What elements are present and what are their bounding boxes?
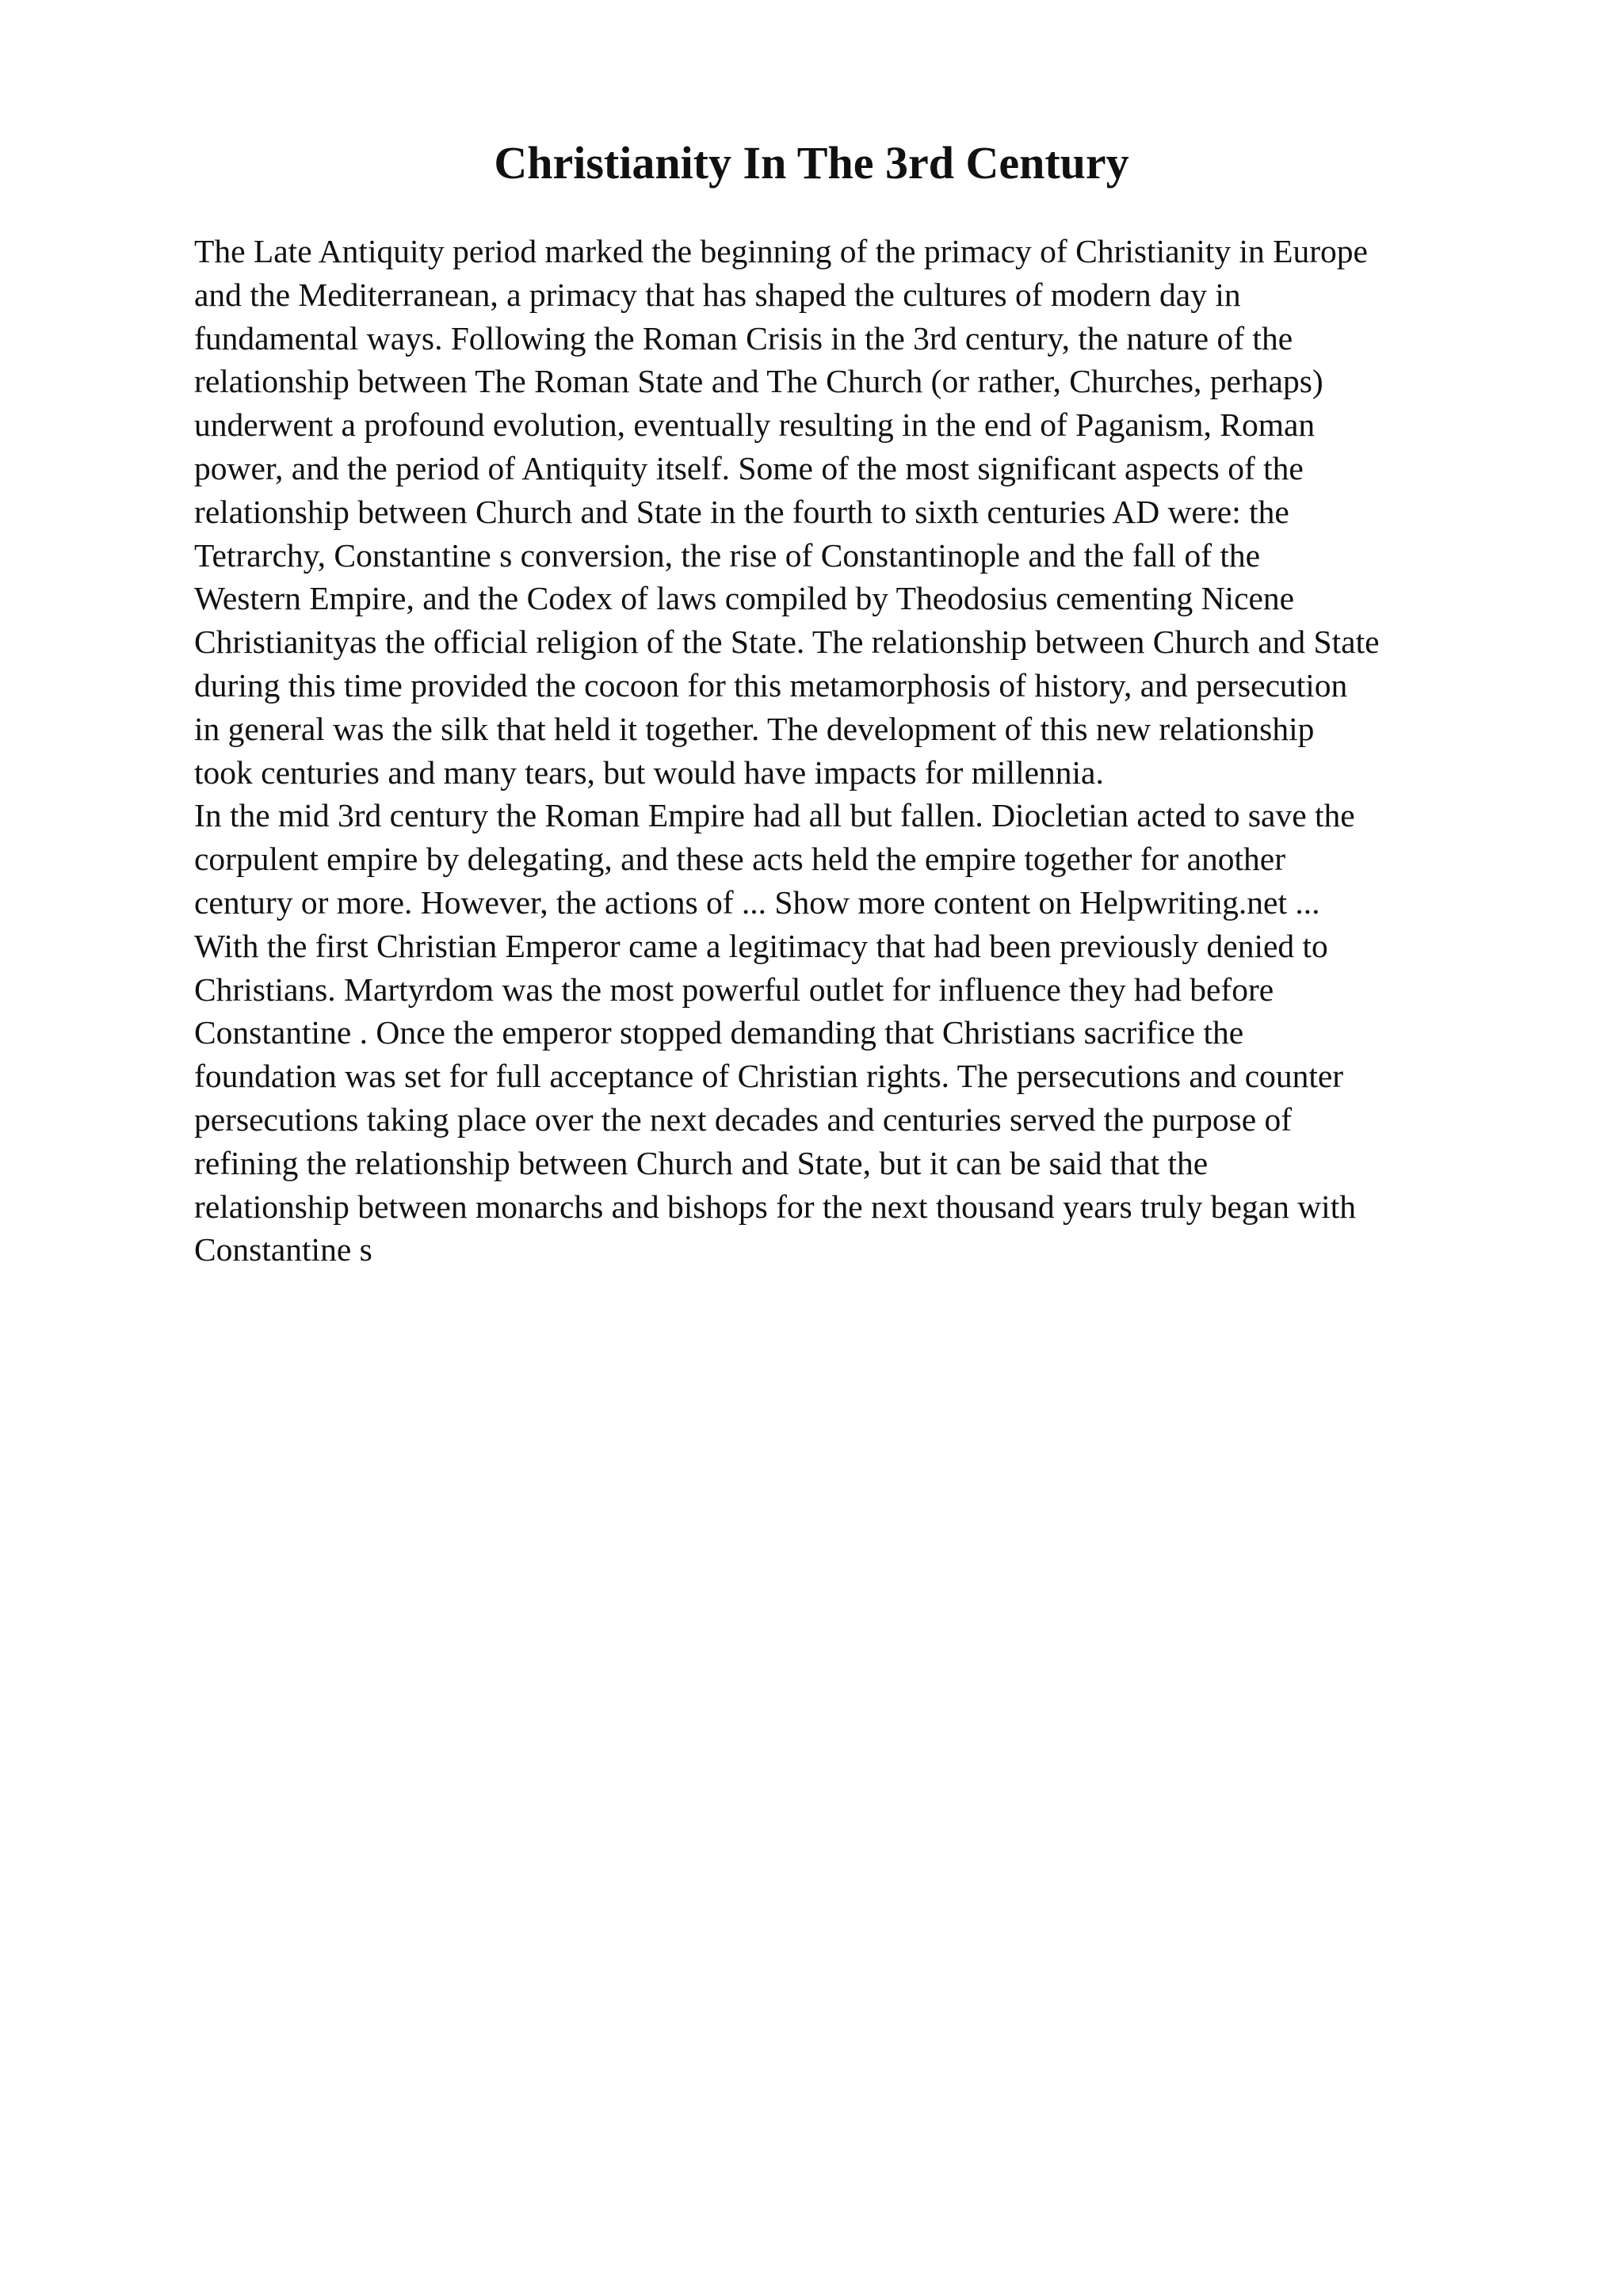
text-line: relationship between Church and State in the fourth to sixth centuries AD were: the [194,493,1289,530]
page-title: Christianity In The 3rd Century [494,137,1129,189]
text-line: relationship between monarchs and bishops for the next thousand years truly began with [194,1188,1356,1225]
text-line: Tetrarchy, Constantine s conversion, the rise of Constantinople and the fall of the [194,536,1261,574]
text-line: refining the relationship between Church and State, but it can be said that the [194,1144,1209,1181]
text-line: Christianityas the official religion of the State. The relationship between Church and State [194,624,1380,661]
text-line: Western Empire, and the Codex of laws compiled by Theodosius cementing Nicene [194,580,1295,617]
text-line: With the first Christian Emperor came a legitimacy that had been previously denied to [194,927,1328,964]
text-line: foundation was set for full acceptance of Christian rights. The persecutions and counter [194,1058,1344,1095]
text-line: Constantine s [194,1231,372,1268]
text-line: In the mid 3rd century the Roman Empire had all but fallen. Diocletian acted to save the [194,797,1355,834]
text-line: The Late Antiquity period marked the beginning of the primacy of Christianity in Europe [194,233,1368,269]
text-line: fundamental ways. Following the Roman Crisis in the 3rd century, the nature of the [194,319,1293,357]
text-line: century or more. However, the actions of ... Show more content on Helpwriting.net ... [194,883,1320,921]
body-text [194,230,1621,1272]
text-line: relationship between The Roman State and The Church (or rather, Churches, perhaps) [194,363,1323,400]
text-line: power, and the period of Antiquity itself. Some of the most significant aspects of the [194,449,1304,486]
text-line: underwent a profound evolution, eventually resulting in the end of Paganism, Roman [194,406,1316,444]
text-line: took centuries and many tears, but would have impacts for millennia. [194,753,1104,791]
text-line: in general was the silk that held it together. The development of this new relationship [194,710,1315,747]
text-line: corpulent empire by delegating, and these acts held the empire together for another [194,841,1286,878]
text-line: persecutions taking place over the next decades and centuries served the purpose of [194,1100,1293,1138]
text-line: Constantine . Once the emperor stopped demanding that Christians sacrifice the [194,1014,1244,1051]
text-line: Christians. Martyrdom was the most powerful outlet for influence they had before [194,971,1274,1008]
text-line: during this time provided the cocoon for this metamorphosis of history, and persecution [194,666,1348,704]
text-line: and the Mediterranean, a primacy that has shaped the cultures of modern day in [194,276,1241,313]
